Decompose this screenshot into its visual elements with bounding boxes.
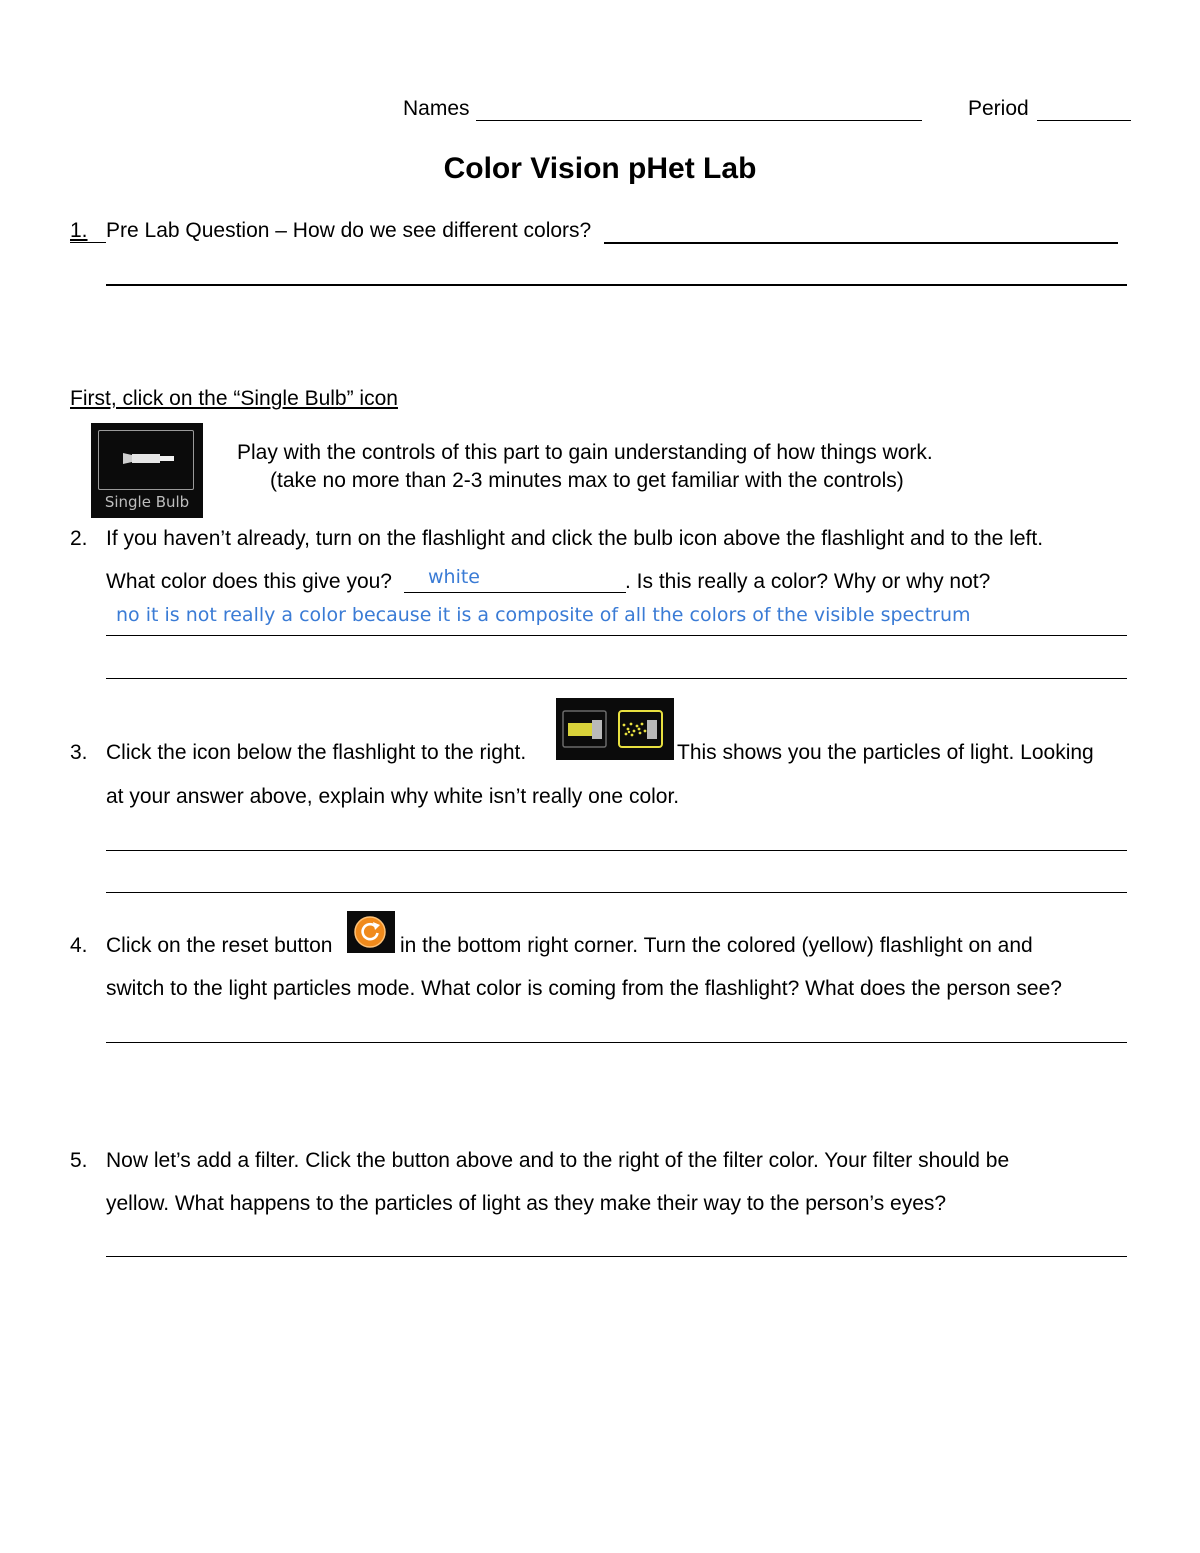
q5-line-1: Now let’s add a filter. Click the button above and to the right of the filter color. Your filter should be	[106, 1149, 1010, 1172]
q1-number-underline	[70, 242, 106, 243]
q2-answer-line-1[interactable]	[106, 635, 1127, 636]
names-blank[interactable]	[476, 120, 922, 121]
q5-answer-line[interactable]	[106, 1256, 1127, 1257]
q3-answer-line-1[interactable]	[106, 850, 1127, 851]
flashlight-icon	[99, 431, 193, 489]
q2-color-blank[interactable]	[404, 592, 626, 593]
instruction-line-2: (take no more than 2-3 minutes max to get familiar with the controls)	[270, 469, 904, 492]
q3-number: 3.	[70, 741, 88, 764]
instruction-line-1: Play with the controls of this part to gain understanding of how things work.	[237, 441, 933, 464]
q4-line-2: switch to the light particles mode. What color is coming from the flashlight? What does the person see?	[106, 977, 1062, 1000]
q3-line-1-before: Click the icon below the flashlight to the right.	[106, 741, 527, 764]
q2-line-1: If you haven’t already, turn on the flashlight and click the bulb icon above the flashlight and to the left.	[106, 527, 1044, 550]
names-label: Names	[403, 97, 470, 120]
q1-answer-line-2[interactable]	[106, 284, 1127, 286]
section-heading: First, click on the “Single Bulb” icon	[70, 387, 398, 410]
single-bulb-icon-frame	[98, 430, 194, 490]
q2-answer-explanation[interactable]: no it is not really a color because it is a composite of all the colors of the visible spectrum	[116, 604, 971, 626]
reset-button-icon	[347, 911, 395, 953]
q1-text: Pre Lab Question – How do we see different colors?	[106, 219, 592, 242]
light-mode-icon	[556, 698, 674, 760]
q2-number: 2.	[70, 527, 88, 550]
q2-line-2-before: What color does this give you?	[106, 570, 392, 593]
q1-answer-line-1[interactable]	[604, 242, 1118, 244]
period-blank[interactable]	[1037, 120, 1131, 121]
page-title: Color Vision pHet Lab	[443, 152, 757, 185]
single-bulb-icon	[91, 423, 203, 518]
q2-answer-color[interactable]: white	[428, 566, 480, 588]
beam-particles-icon	[556, 698, 674, 760]
q4-line-1-after: in the bottom right corner. Turn the colored (yellow) flashlight on and	[400, 934, 1033, 957]
q4-number: 4.	[70, 934, 88, 957]
single-bulb-icon-label: Single Bulb	[104, 493, 190, 511]
q4-line-1-before: Click on the reset button	[106, 934, 333, 957]
reset-icon	[347, 911, 395, 953]
q3-answer-line-2[interactable]	[106, 892, 1127, 893]
period-label: Period	[968, 97, 1029, 120]
q4-answer-line[interactable]	[106, 1042, 1127, 1043]
q2-line-2-after: . Is this really a color? Why or why not?	[625, 570, 991, 593]
q3-line-2: at your answer above, explain why white isn’t really one color.	[106, 785, 680, 808]
q5-number: 5.	[70, 1149, 88, 1172]
q5-line-2: yellow. What happens to the particles of light as they make their way to the person’s eyes?	[106, 1192, 947, 1215]
q1-number: 1.	[70, 219, 88, 242]
q2-answer-line-2[interactable]	[106, 678, 1127, 679]
q3-line-1-after: This shows you the particles of light. Looking	[677, 741, 1094, 764]
